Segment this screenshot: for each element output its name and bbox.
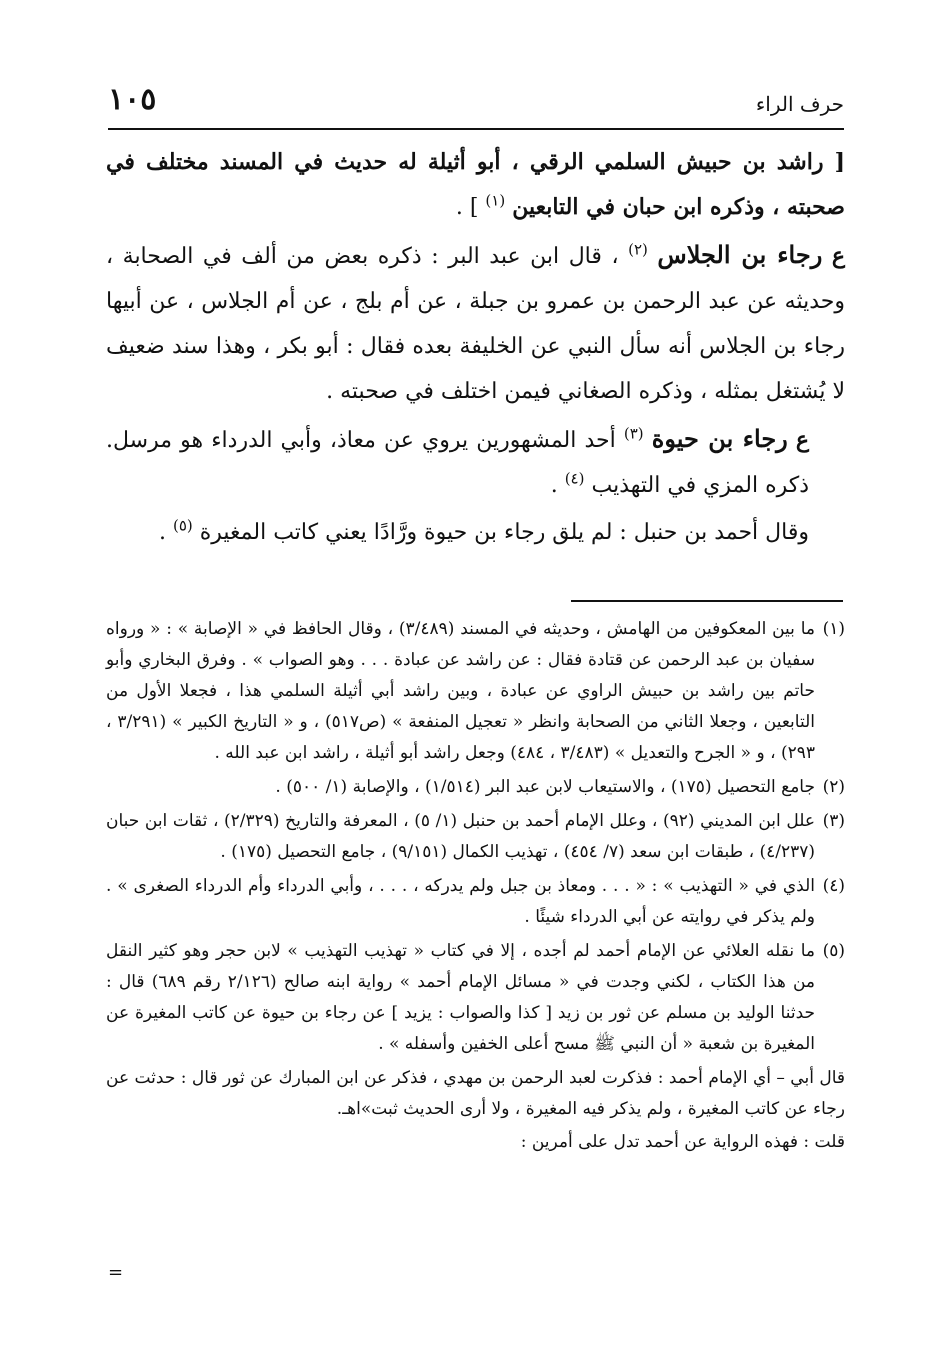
- footnote-ref-2: (٢): [628, 240, 648, 259]
- footnote-ref-1: (١): [485, 191, 506, 210]
- entry-raja-jallas-text: ، قال ابن عبد البر : ذكره بعض من ألف في الصحابة ، وحديثه عن عبد الرحمن بن عمرو بن جبلة ، عن أم بلج ، عن أم الجلاس ، عن أبيها رجاء بن الجلاس أنه سأل النبي عن الخليفة بعده فقال : أبو بكر ، وهذا سند ضعيف لا يُشتغل بمثله ، وذكره الصغاني فيمن اختلف في صحبته .: [106, 244, 845, 404]
- footnote-number: (٥): [822, 941, 845, 961]
- entry-raja-haywa-text: أحد المشهورين يروي عن معاذ، وأبي الدرداء هو مرسل. ذكره المزي في التهذيب: [106, 428, 809, 498]
- footnote-text: ما نقله العلائي عن الإمام أحمد لم أجده ، إلا في كتاب « تهذيب التهذيب » لابن حجر وهو كثير النقل من هذا الكتاب ، لكني وجدت في « مسائل الإمام أحمد » رواية ابنه صالح (٢/١٢٦ رقم ٦٨٩) قال : حدثنا الوليد بن مسلم عن ثور بن زيد [ كذا والصواب : يزيد ] عن رجاء بن حيوة عن كاتب المغيرة عن المغيرة بن شعبة « أن النبي ﷺ مسح أعلى الخفين وأسفله » .: [106, 941, 815, 1054]
- entry-ahmad-quote-text: وقال أحمد بن حنبل : لم يلق رجاء بن حيوة ورَّادًا يعني كاتب المغيرة: [199, 520, 809, 545]
- footnote-number: (٣): [822, 811, 845, 831]
- footnote-number: (١): [822, 619, 845, 639]
- entry-marker: ع: [795, 427, 810, 453]
- page-number: ١٠٥: [108, 82, 157, 117]
- page-header: [108, 80, 844, 124]
- entry-marker: ع: [831, 243, 845, 269]
- footnote-rule: [571, 600, 843, 602]
- entry-rashid: [106, 140, 845, 230]
- entry-raja-haywa-name: رجاء بن حيوة: [651, 424, 788, 453]
- footnote-3: [106, 806, 845, 868]
- entry-rashid-tail: ] .: [455, 195, 479, 220]
- footnote-text: ما بين المعكوفين من الهامش ، وحديثه في المسند (٣/٤٨٩) ، وقال الحافظ في « الإصابة » : « ورواه سفيان بن عبد الرحمن عن قتادة فقال : عن راشد عن عبادة . . . وهو الصواب » . وفرق البخاري وأبو حاتم بين راشد بن حبيش الراوي عن عبادة ، وبين راشد أبي أثيلة السلمي هذا ، فجعلا الأول من التابعين ، وجعلا الثاني من الصحابة وانظر « تعجيل المنفعة » (ص٥١٧) ، و « التاريخ الكبير » (٣/٢٩١ ، ٢٩٣) ، و « الجرح والتعديل » (٣/٤٨٣ ، ٤٨٤) وجعل راشد أبو أثيلة ، راشد ابن عبد الله .: [106, 619, 815, 763]
- footnote-5: [106, 936, 845, 1060]
- footnote-1: [106, 614, 845, 769]
- footnote-ref-4: (٤): [564, 469, 585, 488]
- entry-ahmad-quote-tail: .: [158, 520, 166, 545]
- entry-raja-jallas-name: رجاء بن الجلاس: [657, 240, 823, 269]
- running-title: حرف الراء: [755, 92, 844, 116]
- footnote-2: [106, 772, 845, 803]
- footnote-5-continuation: قلت : فهذه الرواية عن أحمد تدل على أمرين :: [520, 1132, 845, 1152]
- footnote-number: (٢): [822, 777, 845, 797]
- footnote-text: جامع التحصيل (١٧٥) ، والاستيعاب لابن عبد البر (١/٥١٤) ، والإصابة (١/ ٥٠٠) .: [275, 777, 815, 797]
- entry-raja-jallas: [106, 232, 845, 414]
- footnote-text: الذي في « التهذيب » : « . . . ومعاذ بن جبل ولم يدركه ، . . . ، وأبي الدرداء وأم الدرداء الصغرى » . ولم يذكر في روايته عن أبي الدرداء شيئًا .: [106, 876, 815, 927]
- continuation-mark: =: [108, 1262, 124, 1283]
- footnote-text: علل ابن المديني (٩٢) ، وعلل الإمام أحمد بن حنبل (١/ ٥) ، المعرفة والتاريخ (٢/٣٢٩) ، ثقات ابن حبان (٤/٢٣٧) ، طبقات ابن سعد (٧/ ٤٥٤) ، تهذيب الكمال (٩/١٥١) ، جامع التحصيل (١٧٥) .: [106, 811, 815, 862]
- entry-rashid-text: [ راشد بن حبيش السلمي الرقي ، أبو أثيلة له حديث في المسند مختلف في صحبته ، وذكره ابن حبان في التابعين: [106, 149, 845, 220]
- main-body: [106, 140, 845, 557]
- footnote-number: (٤): [822, 876, 845, 896]
- footnote-4: [106, 871, 845, 933]
- footnotes: [106, 614, 845, 1160]
- footnote-5-continuation: قال أبي – أي الإمام أحمد : فذكرت لعبد الرحمن بن مهدي ، فذكر عن ابن المبارك عن ثور قال : حدثت عن رجاء عن كاتب المغيرة ، ولم يذكر فيه المغيرة ، ولا أرى الحديث ثبت»اهـ.: [106, 1068, 845, 1119]
- entry-raja-haywa-tail: .: [550, 473, 558, 498]
- entry-raja-haywa: [106, 416, 845, 508]
- footnote-ref-5: (٥): [172, 516, 193, 535]
- footnote-ref-3: (٣): [623, 424, 644, 443]
- entry-ahmad-quote: [106, 510, 845, 555]
- header-rule: [108, 128, 844, 130]
